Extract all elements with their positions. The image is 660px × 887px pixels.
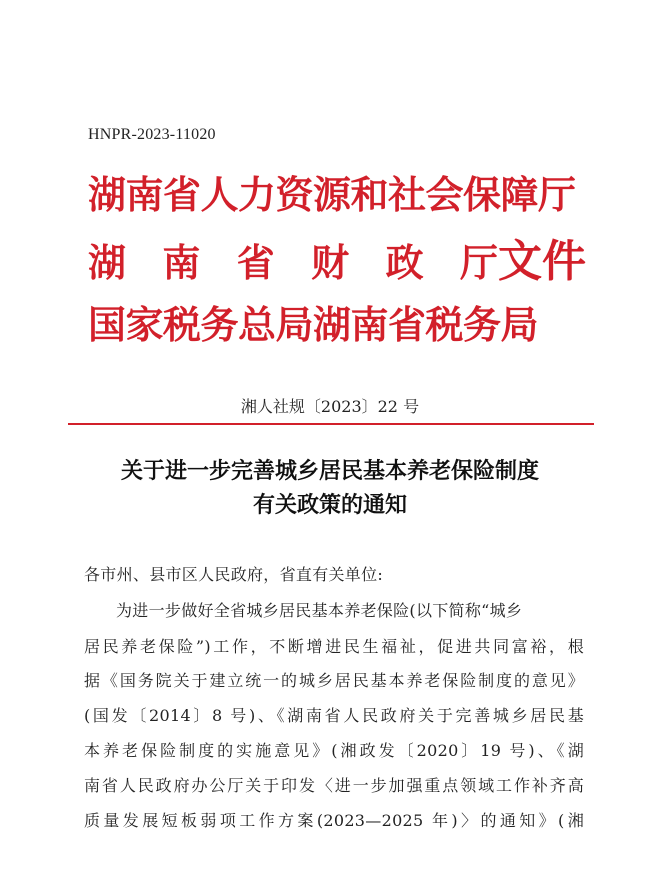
body-line: 本养老保险制度的实施意见》(湘政发〔2020〕19 号)、《湖 [84, 741, 584, 760]
issuer-char: 财 [311, 240, 350, 285]
red-divider [68, 423, 594, 425]
issuer-char: 厅 [459, 240, 498, 285]
body-line: 质量发展短板弱项工作方案(2023—2025 年)〉的通知》(湘 [84, 811, 584, 830]
body-line: 为进一步做好全省城乡居民基本养老保险(以下简称“城乡 [116, 601, 523, 620]
issuer-char: 政 [385, 240, 424, 285]
body-line: (国发〔2014〕8 号)、《湖南省人民政府关于完善城乡居民基 [84, 706, 584, 725]
salutation: 各市州、县市区人民政府，省直有关单位: [84, 565, 384, 584]
issuer-hr-department: 湖南省人力资源和社会保障厅 [88, 172, 576, 217]
document-number: 湘人社规〔2023〕22 号 [240, 397, 420, 416]
issuer-tax-bureau: 国家税务总局湖南省税务局 [88, 302, 539, 347]
body-line: 居民养老保险”)工作，不断增进民生福祉，促进共同富裕，根 [84, 637, 584, 656]
issuer-char: 南 [162, 240, 201, 285]
document-title-line-1: 关于进一步完善城乡居民基本养老保险制度 [120, 458, 539, 484]
body-line: 据《国务院关于建立统一的城乡居民基本养老保险制度的意见》 [84, 671, 584, 690]
body-line: 南省人民政府办公厅关于印发〈进一步加强重点领域工作补齐高 [84, 776, 584, 795]
issuer-char: 省 [236, 240, 275, 285]
document-title-line-2: 有关政策的通知 [252, 492, 407, 518]
document-code: HNPR-2023-11020 [88, 126, 216, 143]
issuer-finance-name [88, 240, 498, 285]
issuer-finance-department [88, 236, 588, 288]
document-suffix: 文件 [498, 236, 586, 287]
issuer-char: 湖 [88, 240, 127, 285]
